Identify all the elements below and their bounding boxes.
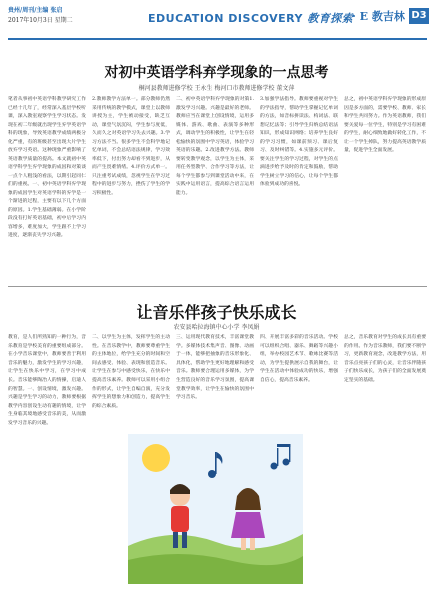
children-music-illustration bbox=[128, 434, 303, 584]
article-1-body bbox=[8, 96, 428, 282]
article-2-body bbox=[8, 334, 428, 612]
article-2-column: 教育，是人们所熟知的一种行为，音乐教育是学校美育的重要组成部分。在小学音乐课堂中，教师要善于利用音乐的魅力，激发学生的学习兴趣，让学生在快乐中学习，在学习中成长。音乐能够陶冶人的情操，启迪人的智慧。一、创设情境，激发兴趣。兴趣是学生学习的动力，教师要根据教学内容创设生动有趣的情境，让学生身临其境地感受音乐的美，从而激发学习音乐的兴趣。 bbox=[8, 335, 86, 426]
edition-line-2: 2017年10月3日 星期二 bbox=[8, 17, 73, 24]
article-2-byline: 农安县哈拉海镇中心小学 李凤娟 bbox=[173, 324, 260, 331]
article-2-column: 三、运用现代教育技术，丰富课堂教学。多媒体技术集声音、图像、动画于一体，能够把抽象的音乐形象化、具体化，帮助学生更好地理解和感受音乐。教师要合理运用多媒体，为学生营造良好的音乐学习氛围，提高课堂教学效率，让学生在愉快的氛围中学习音乐。 bbox=[176, 335, 254, 401]
article-1-column: 总之，初中英语学科弃学现象的形成原因是多方面的，需要学校、教师、家长和学生共同努力。作为英语教师，我们要关爱每一位学生，特别是学习有困难的学生，耐心细致地做好转化工作，不让一个学生掉队，努力提高英语教学质量，促进学生全面发展。 bbox=[344, 97, 426, 153]
article-2-column: 总之，音乐教育对学生的成长具有重要的作用。作为音乐教师，我们要不断学习，更新教育观念，改进教学方法，用音乐点亮孩子们的心灵，让音乐伴随孩子们快乐成长，为孩子们的全面发展奠定坚实的基础。 bbox=[344, 335, 426, 383]
article-1-column: 二、初中英语学科弃学现象的对策1.激发学习兴趣。兴趣是最好的老师。教师应当在课堂上创设情境，运用多媒体、游戏、歌曲、表演等多种形式，调动学生的积极性，让学生在轻松愉快的氛围中学习英语，体验学习英语的乐趣。2.改进教学方法。教师要转变教学观念，以学生为主体，采用任务型教学、合作学习等方法，让每个学生都参与到课堂活动中来，在实践中运用语言，提高综合语言运用能力。 bbox=[176, 97, 254, 196]
article-1-column: 3.加强学法指导。教师要重视对学生的学法指导，帮助学生掌握记忆单词的方法，如音标拼读法、构词法、联想记忆法等；引导学生归纳总结语法知识，形成知识网络；培养学生良好的学习习惯，如课前预习、课后复习、及时纠错等。4.实施多元评价。要关注学生的学习过程，对学生的点滴进步给予及时的肯定和鼓励，帮助学生树立学习的信心，让每个学生都体验到成功的喜悦。 bbox=[260, 97, 338, 187]
section-tag: · E 教吉林 bbox=[352, 10, 405, 23]
section-title bbox=[148, 10, 353, 26]
article-2-column: 二、以学生为主体，发挥学生的主动性。在音乐教学中，教师要尊重学生的主体地位，给学生充分的时间和空间去感受、体验、表现和创造音乐。让学生在参与中感受快乐，在快乐中提高音乐素养。教师可以采用小组合作的形式，让学生自编自演，充分发挥学生的想象力和创造力，提高学生的综合素质。 bbox=[92, 335, 170, 409]
article-2-title: 让音乐伴孩子快乐成长 bbox=[136, 303, 297, 322]
page-number: D3 bbox=[409, 8, 429, 24]
masthead bbox=[0, 0, 433, 40]
article-1-column: 笔者从事初中英语学科教学研究工作已经十几年了，经常深入基层学校听课，深入教室观察学生学习状态。发现在初二年级就出现学生弃学英语学科的现象，导致英语教学成绩两极分化严重，有的班级甚至出现大片学生放弃学习英语。这种现象严重影响了英语教学质量的提高。本文就初中英语学科学生弃学现象的成因和对策谈一点个人粗浅的看法，以期引起同仁们的重视。一、初中英语学科弃学现象的成因学生对英语学科的弃学是一个渐进的过程，主要有以下几个方面的原因。1.学生基础薄弱。在小学阶段没有打好英语基础，初中后学习内容增多，难度加大，学生跟不上学习进度，逐渐丧失学习兴趣。 bbox=[8, 97, 86, 238]
article-1-byline: 桐河县教师进修学校 王永生 梅河口市教师进修学校 董文萍 bbox=[138, 85, 295, 92]
section-title-cn: 教育探索 bbox=[307, 12, 354, 25]
section-title-en: EDUCATION DISCOVERY bbox=[148, 12, 303, 25]
article-2-column: 四、开展丰富多彩的音乐活动。学校可以组织合唱、器乐、舞蹈等兴趣小组，举办校园艺术节、歌咏比赛等活动，为学生提供展示自我的舞台，让学生在活动中体验成功的快乐，增强自信心，提高音乐素养。 bbox=[260, 335, 338, 383]
header-rule bbox=[8, 38, 427, 40]
edition-line-1: 贵州/周刊/主编 张启 bbox=[8, 7, 63, 14]
edition-info bbox=[8, 6, 73, 26]
article-1-column: 2.教师教学方法单一。部分教师仍然采用传统的教学模式，课堂上以教师讲授为主，学生被动接受，缺乏互动，课堂气氛沉闷，学生参与度低，久而久之对英语学习失去兴趣。3.学习方法不当。很多学生不会科学地记忆单词，不会总结语法规律，学习效率低下，付出努力却看不到进步，从而产生畏难情绪。4.评价方式单一。只注重考试成绩，忽视学生在学习过程中的进步与努力，挫伤了学生的学习积极性。 bbox=[92, 97, 170, 196]
article-1-title: 对初中英语学科弃学现象的一点思考 bbox=[104, 65, 329, 81]
article-divider bbox=[8, 286, 427, 287]
